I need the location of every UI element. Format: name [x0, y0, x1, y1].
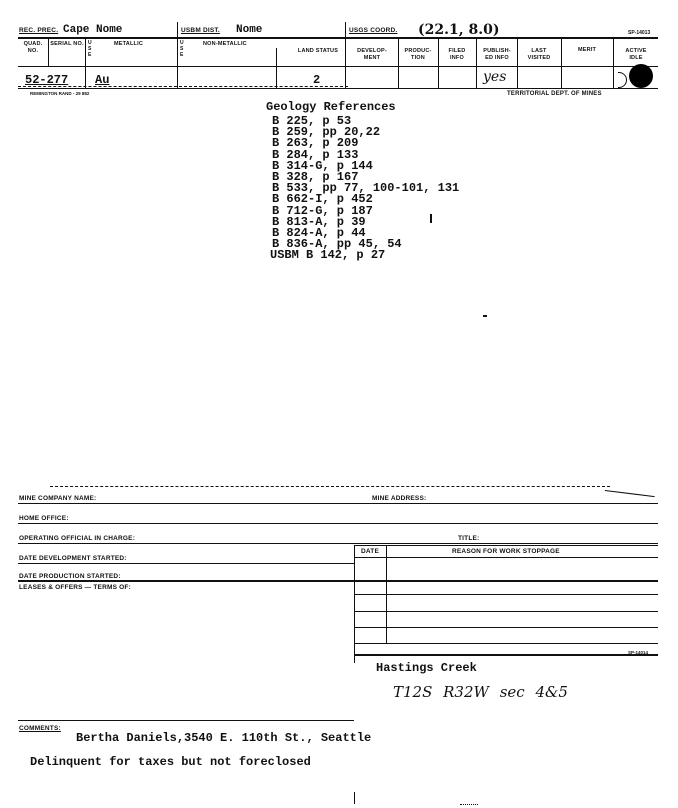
form-number-bottom: SP-14014 [628, 650, 649, 655]
reference-item: B 263, p 209 [272, 136, 359, 151]
active-idle-filled-circle-icon [629, 64, 653, 88]
mine-address-label: MINE ADDRESS: [372, 495, 427, 502]
reference-item: B 284, p 133 [272, 147, 359, 162]
stoppage-row-rule [354, 627, 658, 628]
reference-item: B 328, p 167 [272, 170, 359, 185]
date-production-label: DATE PRODUCTION STARTED: [19, 573, 121, 580]
active-idle-label: ACTIVE IDLE [625, 48, 647, 61]
reference-item: B 533, pp 77, 100-101, 131 [272, 181, 460, 196]
reference-item: B 259, pp 20,22 [272, 125, 381, 140]
leases-label: LEASES & OFFERS — TERMS OF: [19, 584, 131, 591]
filed-info-label: FILED INFO [448, 48, 466, 61]
usbm-dist-label: USBM DIST. [181, 27, 220, 34]
col-divider-9 [517, 38, 518, 88]
date-production-rule [18, 580, 658, 582]
stoppage-row-rule [354, 557, 658, 558]
department-label: TERRITORIAL DEPT. OF MINES [507, 91, 602, 97]
reference-item: B 225, p 53 [272, 114, 352, 128]
stoppage-row-rule [354, 594, 658, 595]
production-label: PRODUC- TION [404, 48, 432, 61]
stoppage-table-left-border [354, 545, 355, 663]
mine-company-rule [18, 503, 658, 504]
merit-label: MERIT [578, 47, 597, 53]
reason-for-work-stoppage-label: REASON FOR WORK STOPPAGE [452, 548, 560, 555]
published-info-label: PUBLISH- ED INFO [483, 48, 511, 61]
col-divider-4 [276, 48, 277, 88]
comments-top-rule [18, 720, 354, 721]
reference-item: B 813-A, p 39 [272, 214, 366, 229]
reference-item: B 712-G, p 187 [272, 203, 373, 218]
references-title: Geology References [266, 100, 396, 114]
home-office-label: HOME OFFICE: [19, 515, 69, 522]
comments-right-edge [354, 792, 355, 804]
upper-separator-dashed [50, 486, 610, 487]
usgs-coord-value: (22.1, 8.0) [418, 22, 500, 38]
comment-line-2: Delinquent for taxes but not foreclosed [30, 755, 311, 769]
header-mid-rule [18, 66, 658, 67]
separator-slant-line [605, 490, 655, 497]
usgs-coord-label: USGS COORD. [349, 27, 398, 34]
metallic-value: Au [95, 73, 110, 87]
header-bottom-rule [18, 88, 658, 89]
speck-mark [460, 804, 478, 805]
col-divider-6 [398, 38, 399, 88]
operating-official-rule-2 [355, 545, 658, 546]
stoppage-table-bottom-rule [354, 654, 658, 656]
form-number-top: SP-14013 [628, 30, 651, 36]
operating-official-label: OPERATING OFFICIAL IN CHARGE: [19, 535, 136, 542]
metallic-label: METALLIC [114, 41, 143, 47]
active-idle-half-circle-icon [618, 72, 627, 88]
rec-prec-label: REC. PREC. [19, 27, 59, 34]
col-divider-8 [476, 38, 477, 88]
operating-official-rule [18, 543, 658, 544]
quad-no-label: QUAD. NO. [23, 41, 43, 54]
home-office-rule [18, 523, 658, 524]
rec-prec-value: Cape Nome [63, 24, 123, 36]
col-divider-2 [85, 38, 86, 88]
comments-label: COMMENTS: [19, 725, 61, 732]
col-divider-7 [438, 38, 439, 88]
reference-item: B 314-G, p 144 [272, 158, 373, 173]
header-top-rule [18, 37, 658, 39]
col-divider-5 [345, 22, 346, 88]
reference-item: B 836-A, pp 45, 54 [272, 237, 402, 252]
comment-line-1: Bertha Daniels,3540 E. 110th St., Seattle [76, 731, 372, 745]
col-divider-11 [613, 38, 614, 88]
land-status-label: LAND STATUS [297, 48, 339, 54]
date-development-rule [18, 563, 354, 564]
stoppage-row-rule [354, 643, 658, 644]
references-list [272, 116, 459, 262]
use-label-metallic: USE [88, 40, 92, 58]
non-metallic-label: NON-METALLIC [203, 41, 247, 47]
date-development-label: DATE DEVELOPMENT STARTED: [19, 555, 127, 562]
title-label: TITLE: [458, 535, 480, 542]
published-info-value: yes [483, 69, 507, 85]
usbm-dist-value: Nome [236, 24, 263, 36]
speck-mark [430, 214, 432, 223]
mine-company-name-label: MINE COMPANY NAME: [19, 495, 97, 502]
stoppage-row-rule [354, 611, 658, 612]
land-status-value: 2 [313, 73, 321, 87]
printer-note: REMINGTON RAND - 29 882 [30, 91, 90, 96]
last-visited-label: LAST VISITED [527, 48, 551, 61]
reference-item: B 824-A, p 44 [272, 226, 366, 241]
col-divider-10 [561, 38, 562, 88]
development-label: DEVELOP- MENT [357, 48, 387, 61]
col-divider-1 [48, 38, 49, 66]
reference-item: B 662-I, p 452 [272, 192, 373, 207]
serial-no-label: SERIAL NO. [50, 41, 84, 47]
value-row-dashed-line [18, 86, 348, 87]
reference-item: USBM B 142, p 27 [270, 248, 386, 263]
date-label: DATE [361, 548, 380, 555]
location-name: Hastings Creek [376, 661, 477, 675]
speck-mark [483, 315, 487, 317]
use-label-nonmetallic: USE [180, 40, 184, 58]
location-handwritten: T12S R32W sec 4&5 [393, 683, 568, 701]
quad-serial-value: 52-277 [25, 73, 69, 87]
col-divider-3 [177, 22, 178, 88]
